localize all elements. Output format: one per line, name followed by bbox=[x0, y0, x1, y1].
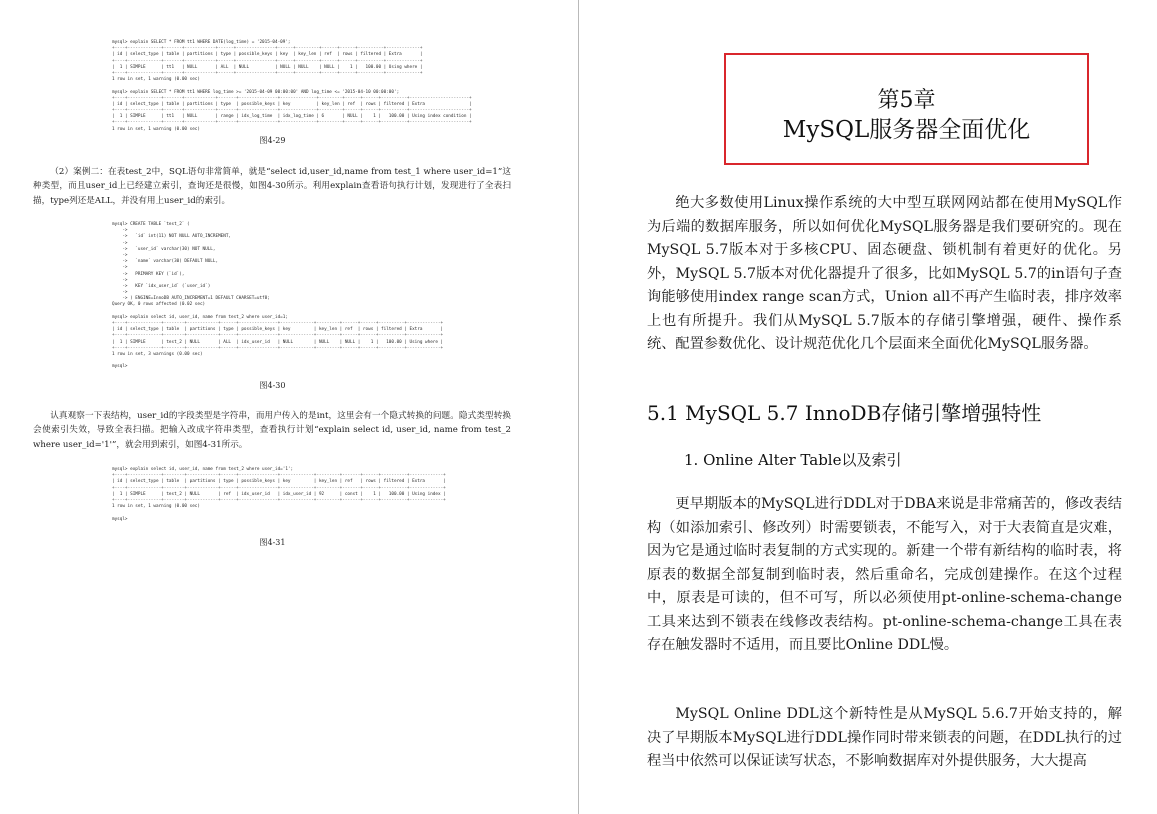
console-line: | id | select_type | table | partitions | type | possible_keys | key | key_len | ref | rows | filtered | Extra | bbox=[112, 327, 444, 333]
console-line: -> bbox=[112, 252, 128, 258]
console-line: 1 row in set, 1 warning (0.00 sec) bbox=[112, 504, 200, 510]
console-line: +----+-------------+--------+------------+------+---------------+-------------+---------+-------+------+----------+-------------+ bbox=[112, 485, 446, 491]
console-line: -> bbox=[112, 265, 128, 271]
console-line: | id | select_type | table | partitions | type | possible_keys | key | key_len | ref | rows | filtered | Extra | bbox=[112, 101, 472, 107]
console-line: +----+-------------+--------+------------+------+---------------+-------------+---------+------+------+----------+-------------+ bbox=[112, 345, 444, 351]
console-line: +----+-------------+--------+------------+------+---------------+-------------+---------+-------+------+----------+-------------+ bbox=[112, 497, 446, 503]
console-line: | 1 | SIMPLE | tt1 | NULL | range | idx_log_time | idx_log_time | 6 | NULL | 1 | 100.00 | Using index condition | bbox=[112, 114, 472, 120]
case-two-paragraph bbox=[33, 165, 511, 208]
console-line: 1 row in set, 3 warnings (0.00 sec) bbox=[112, 351, 203, 357]
console-line: +----+-------------+--------+------------+------+---------------+-------------+---------+-------+------+----------+-------------+ bbox=[112, 473, 446, 479]
console-screenshot-fig-4-29 bbox=[112, 40, 472, 132]
console-line: | id | select_type | table | partitions | type | possible_keys | key | key_len | ref | rows | filtered | Extra | bbox=[112, 52, 423, 58]
chapter-intro-text: 绝大多数使用Linux操作系统的大中型互联网网站都在使用MySQL作为后端的数据库服务，所以如何优化MySQL服务器是我们要研究的。现在MySQL 5.7版本对于多核CPU、固态硬盘、锁机制有着更好的优化。另外，MySQL 5.7版本对优化器提升了很多，比如MySQL 5.7的in语句子查询能够使用index range scan方式，Union all不再产生临时表，排序效率上也有所提升。我们从MySQL 5.7版本的存储引擎增强，硬件、操作系统、配置参数优化、设计规范优化几个层面来全面优化MySQL服务器。 bbox=[647, 195, 1122, 352]
console-line: +----+-------------+-------+------------+-------+---------------+--------------+---------+------+------+----------+-----------------------+ bbox=[112, 95, 472, 101]
console-line: -> ) ENGINE=InnoDB AUTO_INCREMENT=1 DEFAULT CHARSET=utf8; bbox=[112, 296, 270, 302]
console-line: +----+-------------+-------+------------+------+---------------+------+---------+------+------+----------+-------------+ bbox=[112, 70, 423, 76]
console-line: -> PRIMARY KEY (`id`), bbox=[112, 271, 185, 277]
console-line: +----+-------------+-------+------------+------+---------------+------+---------+------+------+----------+-------------+ bbox=[112, 58, 423, 64]
online-ddl-text: MySQL Online DDL这个新特性是从MySQL 5.6.7开始支持的，解决了早期版本MySQL进行DDL操作同时带来锁表的问题，在DDL执行的过程当中依然可以保证读写状态，不影响数据库对外提供服务，大大提高 bbox=[647, 706, 1122, 769]
case-two-text: （2）案例二：在表test_2中，SQL语句非常简单，就是“select id,user_id,name from test_1 where user_id=1”这种类型，而且user_id上已经建立索引，查询还是很慢，如图4-30所示。利用explain查看语句执行计划，发现进行了全表扫描，type列还是ALL，并没有用上user_id的索引。 bbox=[33, 167, 511, 206]
sub-heading-online-alter-table: 1. Online Alter Table以及索引 bbox=[684, 451, 902, 469]
chapter-title-box bbox=[724, 53, 1089, 165]
figure-caption-4-30: 图4-30 bbox=[259, 381, 286, 390]
console-line: -> KEY `idx_user_id` (`user_id`) bbox=[112, 283, 211, 289]
console-line: +----+-------------+--------+------------+------+---------------+-------------+---------+------+------+----------+-------------+ bbox=[112, 333, 444, 339]
right-page bbox=[580, 0, 1157, 814]
console-line: +----+-------------+-------+------------+------+---------------+------+---------+------+------+----------+-------------+ bbox=[112, 46, 423, 52]
console-line: -> `id` int(11) NOT NULL AUTO_INCREMENT, bbox=[112, 234, 231, 240]
console-line: -> `name` varchar(30) DEFAULT NULL, bbox=[112, 259, 219, 265]
console-line: | id | select_type | table | partitions | type | possible_keys | key | key_len | ref | rows | filtered | Extra | bbox=[112, 479, 446, 485]
console-line: -> bbox=[112, 290, 128, 296]
chapter-intro-paragraph bbox=[647, 192, 1122, 357]
console-screenshot-fig-4-30 bbox=[112, 222, 444, 370]
console-line: mysql> explain select id, user_id, name from test_2 where user_id='1'; bbox=[112, 467, 294, 472]
console-line: 1 row in set, 1 warning (0.00 sec) bbox=[112, 77, 200, 83]
left-page bbox=[0, 0, 578, 814]
console-line: mysql> CREATE TABLE `test_2` ( bbox=[112, 222, 190, 227]
chapter-number: 第5章 bbox=[877, 88, 936, 113]
console-line: mysql> bbox=[112, 516, 128, 522]
console-line: mysql> bbox=[112, 364, 128, 370]
online-ddl-paragraph bbox=[647, 703, 1122, 774]
implicit-conversion-paragraph bbox=[33, 409, 511, 452]
console-line: 1 row in set, 1 warning (0.00 sec) bbox=[112, 126, 200, 132]
book-spine-divider bbox=[578, 0, 579, 814]
console-line: -> bbox=[112, 240, 128, 246]
console-line: +----+-------------+--------+------------+------+---------------+-------------+---------+------+------+----------+-------------+ bbox=[112, 321, 444, 326]
console-line: +----+-------------+-------+------------+-------+---------------+--------------+---------+------+------+----------+-----------------------+ bbox=[112, 120, 472, 126]
section-heading-5-1: 5.1 MySQL 5.7 InnoDB存储引擎增强特性 bbox=[647, 401, 1042, 425]
console-line: | 1 | SIMPLE | test_2 | NULL | ref | idx_user_id | idx_user_id | 92 | const | 1 | 100.00 | Using index | bbox=[112, 491, 446, 497]
figure-caption-4-29: 图4-29 bbox=[259, 136, 286, 145]
implicit-conversion-text: 认真观察一下表结构，user_id的字段类型是字符串，而用户传入的是int，这里会有一个隐式转换的问题。隐式类型转换会使索引失效，导致全表扫描。把输入改成字符串类型，查看执行计划“explain select id, user_id, name from test_2 where user_id='1'”，就会用到索引，如图4-31所示。 bbox=[33, 411, 511, 450]
chapter-title: MySQL服务器全面优化 bbox=[782, 117, 1031, 143]
ddl-history-paragraph bbox=[647, 493, 1122, 658]
figure-caption-4-31: 图4-31 bbox=[259, 538, 286, 547]
console-line: -> bbox=[112, 228, 128, 234]
console-line: | 1 | SIMPLE | tt1 | NULL | ALL | NULL | NULL | NULL | NULL | 1 | 100.00 | Using where | bbox=[112, 64, 423, 70]
console-line: -> bbox=[112, 277, 128, 283]
console-line: -> `user_id` varchar(30) NOT NULL, bbox=[112, 246, 216, 252]
console-line: mysql> explain select id, user_id, name from test_2 where user_id=1; bbox=[112, 314, 288, 320]
console-line: | 1 | SIMPLE | test_2 | NULL | ALL | idx_user_id | NULL | NULL | NULL | 1 | 100.00 | Using where | bbox=[112, 339, 444, 345]
console-line: mysql> explain SELECT * FROM tt1 WHERE log_time >= '2015-04-09 00:00:00' AND log_time <= '2015-04-10 00:00:00'; bbox=[112, 89, 400, 95]
console-line: mysql> explain SELECT * FROM tt1 WHERE DATE(log_time) = '2015-04-09'; bbox=[112, 40, 291, 45]
console-line: +----+-------------+-------+------------+-------+---------------+--------------+---------+------+------+----------+-----------------------+ bbox=[112, 108, 472, 114]
console-screenshot-fig-4-31 bbox=[112, 467, 446, 525]
console-line: Query OK, 0 rows affected (0.02 sec) bbox=[112, 302, 206, 308]
ddl-history-text: 更早期版本的MySQL进行DDL对于DBA来说是非常痛苦的，修改表结构（如添加索引、修改列）时需要锁表，不能写入，对于大表简直是灾难，因为它是通过临时表复制的方式实现的。新建一个带有新结构的临时表，将原表的数据全部复制到临时表，然后重命名，完成创建操作。在这个过程中，原表是可读的，但不可写，所以必须使用pt-online-schema-change工具来达到不锁表在线修改表结构。pt-online-schema-change工具在表存在触发器时不适用，而且要比Online DDL慢。 bbox=[647, 496, 1122, 653]
